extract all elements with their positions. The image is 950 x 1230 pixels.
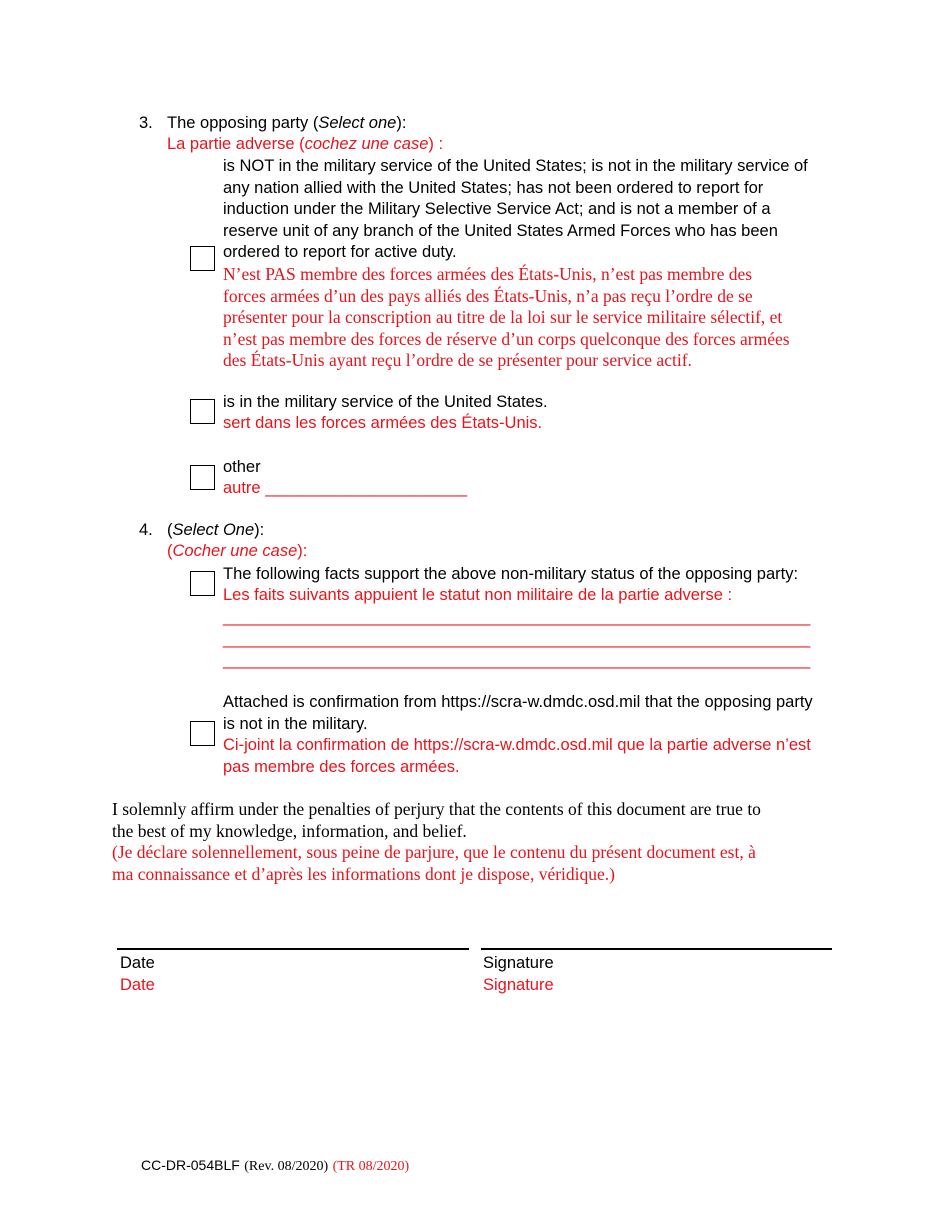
item3-heading-en [167, 113, 406, 135]
item4-heading-fr-pre: ( [167, 542, 173, 560]
item3-option2-en: is in the military service of the United States. [223, 393, 548, 411]
item3-option1-fr [223, 264, 790, 372]
item4-option2-fr-line: Ci-joint la confirmation de https://scra-w.dmdc.osd.mil que la partie adverse n’est [223, 736, 811, 754]
item4-option2-en [223, 692, 813, 735]
item3-number: 3. [139, 114, 153, 132]
item3-option2-checkbox[interactable] [190, 399, 215, 424]
date-label-en: Date [120, 954, 155, 972]
footer-rev: (Rev. 08/2020) [244, 1159, 329, 1174]
item3-option3-checkbox[interactable] [190, 465, 215, 490]
signature-line[interactable] [481, 948, 832, 950]
footer [141, 1157, 409, 1175]
affirmation-fr [112, 842, 756, 885]
item3-option2-fr: sert dans les forces armées des États-Unis. [223, 414, 543, 432]
date-label-fr: Date [120, 976, 155, 994]
item3-heading-en-pre: The opposing party ( [167, 114, 319, 132]
footer-form-id: CC-DR-054BLF [141, 1157, 240, 1173]
item3-option1-fr-line: N’est PAS membre des forces armées des États-Unis, n’est pas membre des [223, 264, 753, 284]
item3-option1-en-line: reserve unit of any branch of the United States Armed Forces who has been [223, 221, 778, 240]
item4-option1-checkbox[interactable] [190, 571, 215, 596]
item3-option1-en-line: induction under the Military Selective Service Act; and is not a member of a [223, 200, 771, 219]
item4-heading-fr-post: ): [297, 542, 308, 560]
item3-option1-fr-line: n’est pas membre des forces de réserve d’un corps quelconque des forces armées [223, 328, 790, 349]
affirmation-en-line: the best of my knowledge, information, and belief. [112, 820, 467, 841]
item3-heading-fr [167, 134, 443, 156]
item3-option1-fr-line: forces armées d’un des pays alliés des États-Unis, n’a pas reçu l’ordre de se [223, 285, 753, 306]
item4-option1-en: The following facts support the above non-military status of the opposing party: [223, 565, 799, 583]
item3-option1-en [223, 156, 808, 264]
item3-option1-fr-line: des États-Unis ayant reçu l’ordre de se présenter pour service actif. [223, 350, 692, 371]
blank-line[interactable]: ________________________________________________________________ [223, 608, 811, 626]
affirmation-fr-line: ma connaissance et d’après les informations dont je dispose, véridique.) [112, 863, 615, 884]
item4-option2-fr-line: pas membre des forces armées. [223, 757, 460, 776]
affirmation-fr-line: (Je déclare solennellement, sous peine de parjure, que le contenu du présent document est, à [112, 842, 756, 862]
item4-heading-en-em: Select One [172, 521, 255, 539]
item4-heading-en-pre: ( [167, 521, 173, 539]
blank-line[interactable]: ________________________________________________________________ [223, 651, 811, 670]
item3-heading-en-post: ): [396, 114, 407, 132]
item4-heading-en-post: ): [254, 521, 265, 539]
item3-option1-en-line: ordered to report for active duty. [223, 243, 457, 262]
item3-option1-fr-line: présenter pour la conscription au titre de la loi sur le service militaire sélectif, et [223, 307, 783, 328]
item4-option2-en-line: is not in the military. [223, 714, 368, 733]
item3-heading-en-em: Select one [318, 114, 397, 132]
date-line[interactable] [117, 948, 469, 950]
affirmation-en-line: I solemnly affirm under the penalties of perjury that the contents of this document are true to [112, 799, 761, 819]
item3-option1-en-line: is NOT in the military service of the United States; is not in the military service of [223, 157, 808, 175]
item4-heading-fr-em: Cocher une case [172, 542, 298, 560]
item4-heading-fr [167, 541, 307, 563]
item4-option1-fr: Les faits suivants appuient le statut non militaire de la partie adverse : [223, 586, 733, 604]
item4-option1-blanks[interactable] [223, 607, 810, 672]
item3-heading-fr-pre: La partie adverse ( [167, 135, 305, 153]
affirmation-en [112, 799, 761, 842]
footer-tr: (TR 08/2020) [332, 1159, 410, 1174]
item4-option2-checkbox[interactable] [190, 721, 215, 746]
item3-heading-fr-post: ) : [428, 135, 444, 153]
item4-number: 4. [139, 521, 153, 539]
signature-label-fr: Signature [483, 976, 554, 994]
item3-heading-fr-em: cochez une case [304, 135, 429, 153]
signature-label-en: Signature [483, 954, 554, 972]
item4-option2-en-line: Attached is confirmation from https://scra-w.dmdc.osd.mil that the opposing party [223, 693, 813, 711]
item4-heading-en [167, 520, 264, 542]
item3-option3-en: other [223, 458, 261, 476]
item3-option1-checkbox[interactable] [190, 246, 215, 271]
item3-option1-en-line: any nation allied with the United States; has not been ordered to report for [223, 178, 764, 197]
blank-line[interactable]: ________________________________________________________________ [223, 629, 811, 648]
item3-option3-fr[interactable]: autre ______________________ [223, 479, 468, 497]
item4-option2-fr [223, 735, 811, 778]
